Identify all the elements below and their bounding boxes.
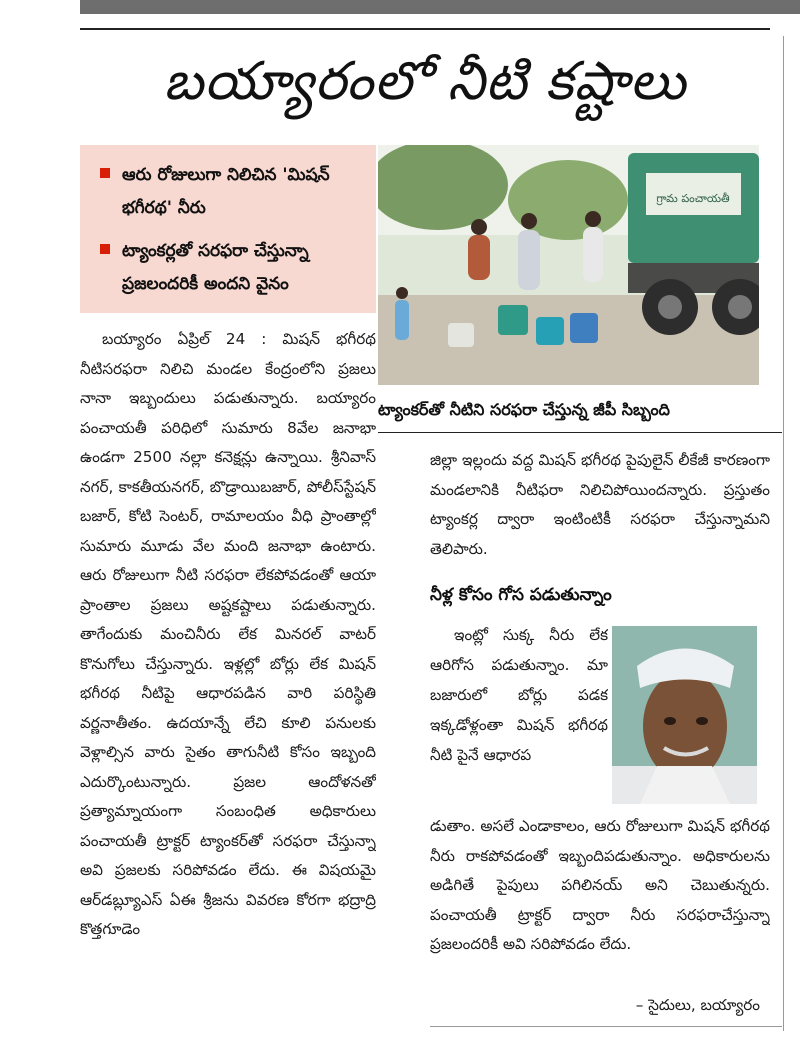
quote-text-continued xyxy=(430,812,770,992)
bullet-square-icon xyxy=(100,244,110,254)
article-body-column-1 xyxy=(80,325,376,1030)
tanker-scene-illustration xyxy=(378,145,759,385)
portrait-illustration xyxy=(612,626,757,804)
photo-caption: ట్యాంకర్‌తో నీటిని సరఫరా చేస్తున్న జీపీ సిబ్బంది xyxy=(378,400,670,419)
tanker-label: గ్రామ పంచాయతీ xyxy=(656,192,730,205)
column-divider xyxy=(783,36,784,1031)
highlight-text: ఆరు రోజులుగా నిలిచిన 'మిషన్ భగీరథ' నీరు xyxy=(122,165,330,218)
body-paragraph: బయ్యారం ఏప్రిల్ 24 : మిషన్ భగీరథ నీటిసరఫరా నిలిచి మండల కేంద్రంలోని ప్రజలు నానా ఇబ్బందులు పడుతున్నారు. బయ్యారం పంచాయతీ పరిధిలో సుమారు 8వేల జనాభా ఉండగా 2500 నల్లా కనెక్షన్లు ఉన్నాయి. శ్రీనివాస్ నగర్, కాకతీయనగర్, బొడ్రాయిబజార్, పోలీస్‌స్టేషన్ బజార్, కోటి సెంటర్, రామాలయం వీధి ప్రాంతాల్లో సుమారు మూడు వేల మంది జనాభా ఉంటారు. ఆరు రోజులుగా నీటి సరఫరా లేకపోవడంతో ఆయా ప్రాంతాల ప్రజలు అష్టకష్టాలు పడుతున్నారు. తాగేందుకు మంచినీరు లేక మినరల్ వాటర్ కొనుగోలు చేస్తున్నారు. ఇళ్లల్లో బోర్లు లేక మిషన్ భగీరథ నీటిపై ఆధారపడిన వారి పరిస్థితి వర్ణనాతీతం. ఉదయాన్నే లేచి కూలి పనులకు వెళ్లాల్సిన వారు సైతం తాగునీటి కోసం ఇబ్బంది ఎదుర్కొంటున్నారు. ప్రజల ఆందోళనతో ప్రత్యామ్నాయంగా సంబంధిత అధికారులు పంచాయతీ ట్రాక్టర్ ట్యాంకర్‌తో సరఫరా చేస్తున్నా అవి ప్రజలకు సరిపోవడం లేదు. ఈ విషయమై ఆర్‌డబ్ల్యూఎస్ ఏఈ శ్రీజను వివరణ కోరగా భద్రాద్రి కొత్తగూడెం xyxy=(80,330,376,938)
elderly-man-portrait xyxy=(612,626,757,804)
highlight-item xyxy=(92,159,364,225)
body-paragraph: జిల్లా ఇల్లందు వద్ద మిషన్ భగీరథ పైపులైన్ లీకేజీ కారణంగా మండలానికి నీటిఫరా నిలిచిపోయిందన్నారు. ప్రస్తుతం ట్యాంకర్ల ద్వారా ఇంటింటికీ సరఫరా చేస్తున్నామని తెలిపారు. xyxy=(430,451,770,558)
bottom-rule xyxy=(430,1026,782,1027)
caption-rule xyxy=(378,432,782,433)
highlights-box xyxy=(80,145,376,313)
highlight-text: ట్యాంకర్లతో సరఫరా చేస్తున్నా ప్రజలందరికీ అందని వైనం xyxy=(122,241,309,294)
bullet-square-icon xyxy=(100,168,110,178)
quote-byline: – సైదులు, బయ్యారం xyxy=(635,996,760,1014)
quote-paragraph: డుతాం. అసలే ఎండాకాలం, ఆరు రోజులుగా మిషన్ భగీరథ నీరు రాకపోవడంతో ఇబ్బందిపడుతున్నాం. అధికారులను అడిగితే పైపులు పగిలినయ్ అని చెబుతున్నరు. పంచాయతీ ట్రాక్టర్ ద్వారా నీరు సరఫరాచేస్తున్నా ప్రజలందరికీ అవి సరిపోవడం లేదు. xyxy=(430,817,770,953)
page-top-bar xyxy=(80,0,800,14)
quote-text-wrapped xyxy=(430,620,608,805)
article-body-column-2 xyxy=(430,446,770,566)
quote-paragraph: ఇంట్లో సుక్క నీరు లేక ఆరిగోస పడుతున్నాం. మా బజారులో బోర్లు పడక ఇక్కడోళ్లంతా మిషన్ భగీరథ నీటి పైనే ఆధారప xyxy=(430,626,608,764)
quote-subheading: నీళ్ల కోసం గోస పడుతున్నాం xyxy=(430,585,612,605)
header-rule xyxy=(80,28,770,30)
highlight-item xyxy=(92,235,364,301)
article-headline: బయ్యారంలో నీటి కష్టాలు xyxy=(163,51,687,112)
tanker-photo xyxy=(378,145,759,385)
